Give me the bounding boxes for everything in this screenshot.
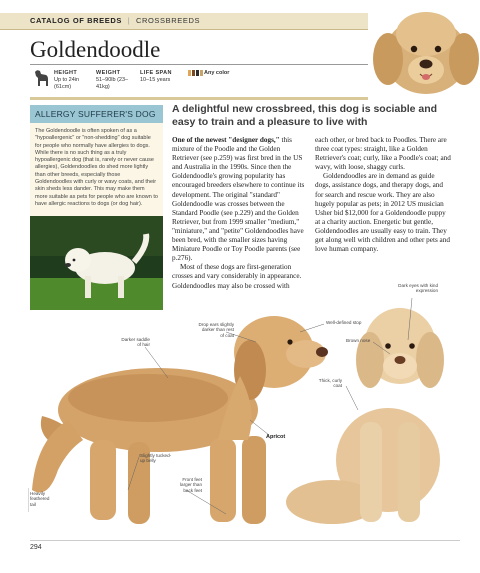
stat-weight [96, 70, 134, 91]
swatch-3 [196, 70, 199, 76]
article-headline: A delightful new crossbreed, this dog is sociable and easy to train and a pleasure to live with [172, 103, 438, 128]
life-span-label: LIFE SPAN [140, 70, 172, 76]
body-column-1 [172, 136, 308, 291]
breadcrumb [30, 16, 200, 25]
body-p1-text: this mixture of the Poodle and the Golden Retriever (see p.259) was first bred in the US and Australia in the 1990s. Since then the Goldendoodle's growing popularity has encouraged breeders elsewhere to continue its development. The original "standard" Goldendoodle was crosses between the Standard Poodle (see p.229) and the Golden Retriever, but from 1999 smaller "medium," "miniature," and "petite" Goldendoodles have been bred, with the smaller sizes having Miniature Poodle or Toy Poodle parents (see p.276). [172, 136, 305, 263]
weight-value: 51–90lb (23–41kg) [96, 77, 129, 90]
stats-divider [30, 64, 368, 65]
annotation-well-defined-stop: Well-defined stop [326, 320, 362, 325]
stats-bottom-rule [30, 97, 368, 100]
color-label: Any color [204, 70, 230, 76]
goldendoodle-standing-and-sitting-photo [28, 290, 468, 536]
annotation-dark-eyes: Dark eyes with kind expression [398, 283, 438, 294]
dog-head-portrait [368, 4, 480, 94]
body-paragraph-4: Goldendoodles are in demand as guide dogs, assistance dogs, and therapy dogs, and for search and rescue work. They are also hugely popular as pets; in 2012 US musician Usher bid $12,000 for a Goldendoodle puppy at a charity auction. Energetic but gentle, Goldendoodles are usually easy to train. They get along well with children and other pets and love human company. [315, 172, 450, 254]
height-label: HEIGHT [54, 70, 78, 76]
stat-height [54, 70, 92, 91]
annotation-front-feet: Front feet larger than back feet [180, 477, 202, 493]
annotation-tucked-belly: Slightly tucked-up belly [140, 453, 172, 464]
weight-label: WEIGHT [96, 70, 121, 76]
annotation-feathered-tail: Heavily feathered tail [30, 491, 50, 507]
color-swatches [188, 70, 203, 76]
breadcrumb-section: CATALOG OF BREEDS [30, 16, 123, 25]
page-title: Goldendoodle [30, 37, 161, 62]
allergy-text: The Goldendoodle is often spoken of as a "hypoallergenic" or "non-shedding" dog suitable for people who normally have allergies to dogs. While there is no such thing as a truly hypoallergenic dog (that is, rarely or never cause allergies), Goldendoodles do shed more lightly than other breeds, especially those Goldendoodles with curly or wavy coats, and their skin sheds less dander. This may make them more suitable as pets for people who are known to have allergic reactions to dogs (or dog hair). [35, 128, 158, 207]
body-paragraph-3: each other, or bred back to Poodles. There are three coat types: straight, like a Golden Retriever's coat; curly, like a Poodle's coat; and wavy, with loose, shaggy curls. [315, 136, 451, 172]
breadcrumb-separator: | [127, 16, 131, 25]
dog-silhouette-icon [32, 68, 50, 88]
page-footer-rule [30, 540, 460, 541]
swatch-4 [200, 70, 203, 76]
allergy-heading: ALLERGY SUFFERER'S DOG [30, 105, 163, 123]
breadcrumb-subsection: CROSSBREEDS [135, 16, 201, 25]
annotation-thick-coat: Thick, curly coat [318, 378, 342, 389]
body-column-2 [315, 136, 451, 254]
stat-life-span [140, 70, 172, 84]
life-span-value: 10–15 years [140, 77, 171, 83]
body-paragraph-2: Most of these dogs are first-generation crosses and vary considerably in appearance. Goldendoodles may also be crossed with [172, 263, 302, 290]
body-paragraph-1 [172, 136, 308, 263]
annotation-color-apricot: Apricot [266, 434, 286, 440]
annotation-drop-ears: Drop ears slightly darker than rest of coat [198, 322, 234, 338]
swatch-1 [188, 70, 191, 76]
height-value: Up to 24in (61cm) [54, 77, 80, 90]
body-lead-in: One of the newest "designer dogs," [172, 136, 280, 144]
annotation-brown-nose: Brown nose [346, 338, 371, 343]
annotation-darker-saddle: Darker saddle of hair [121, 337, 150, 348]
page-number: 294 [30, 544, 42, 551]
swatch-2 [192, 70, 195, 76]
